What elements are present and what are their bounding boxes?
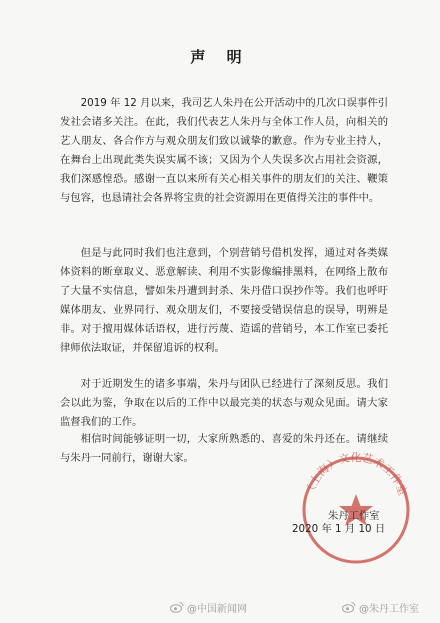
watermark-china-news bbox=[170, 599, 247, 615]
paragraph-apology: 2019 年 12 月以来，我司艺人朱丹在公开活动中的几次口误事件引发社会诸多关注。在此，我们代表艺人朱丹与全体工作人员，向相关的艺人朋友、各合作方与观众朋友们致以诚挚的歉意。作为专业主持人，在舞台上出现此类失误实属不该；又因为个人失误多次占用社会资源，我们深感惶恐。感谢一直以来所有关心相关事件的朋友们的关注、鞭策与包容，也恳请社会各界将宝贵的社会资源用在更值得关注的事件中。 bbox=[60, 97, 388, 204]
weibo-icon bbox=[170, 601, 184, 613]
paragraph-closing: 相信时间能够证明一切，大家所熟悉的、喜爱的朱丹还在。请继续与朱丹一同前行，谢谢大家。 bbox=[60, 433, 388, 464]
paragraph-misinformation: 但是与此同时我们也注意到，个别营销号借机发挥，通过对各类媒体资料的断章取义、恶意解读、利用不实影像编排黑料，在网络上散布了大量不实信息，譬如朱丹遭到封杀、朱丹借口误抄作等。我们也呼吁媒体朋友、业界同行、观众朋友们，不要接受错误信息的误导，明辨是非。对于擅用媒体话语权，进行污蔑、造谣的营销号，本工作室已委托律师依法取证，并保留追诉的权利。 bbox=[60, 247, 388, 354]
statement-date: 2020 年 1 月 10 日 bbox=[292, 523, 386, 535]
seal-text: （上海）文化艺术工作室 bbox=[302, 450, 410, 498]
page-title: 声 明 bbox=[190, 48, 250, 66]
paragraph-reflection: 对于近期发生的诸多事端，朱丹与团队已经进行了深刻反思。我们会以此为鉴，争取在以后的工作中以最完美的状态与观众见面。请大家监督我们的工作。 bbox=[60, 378, 388, 428]
watermark-studio bbox=[342, 599, 419, 615]
weibo-icon bbox=[342, 601, 356, 613]
watermark-text: @中国新闻网 bbox=[187, 603, 247, 615]
watermark-text: @朱丹工作室 bbox=[359, 603, 419, 615]
signature: 朱丹工作室 bbox=[328, 510, 380, 522]
